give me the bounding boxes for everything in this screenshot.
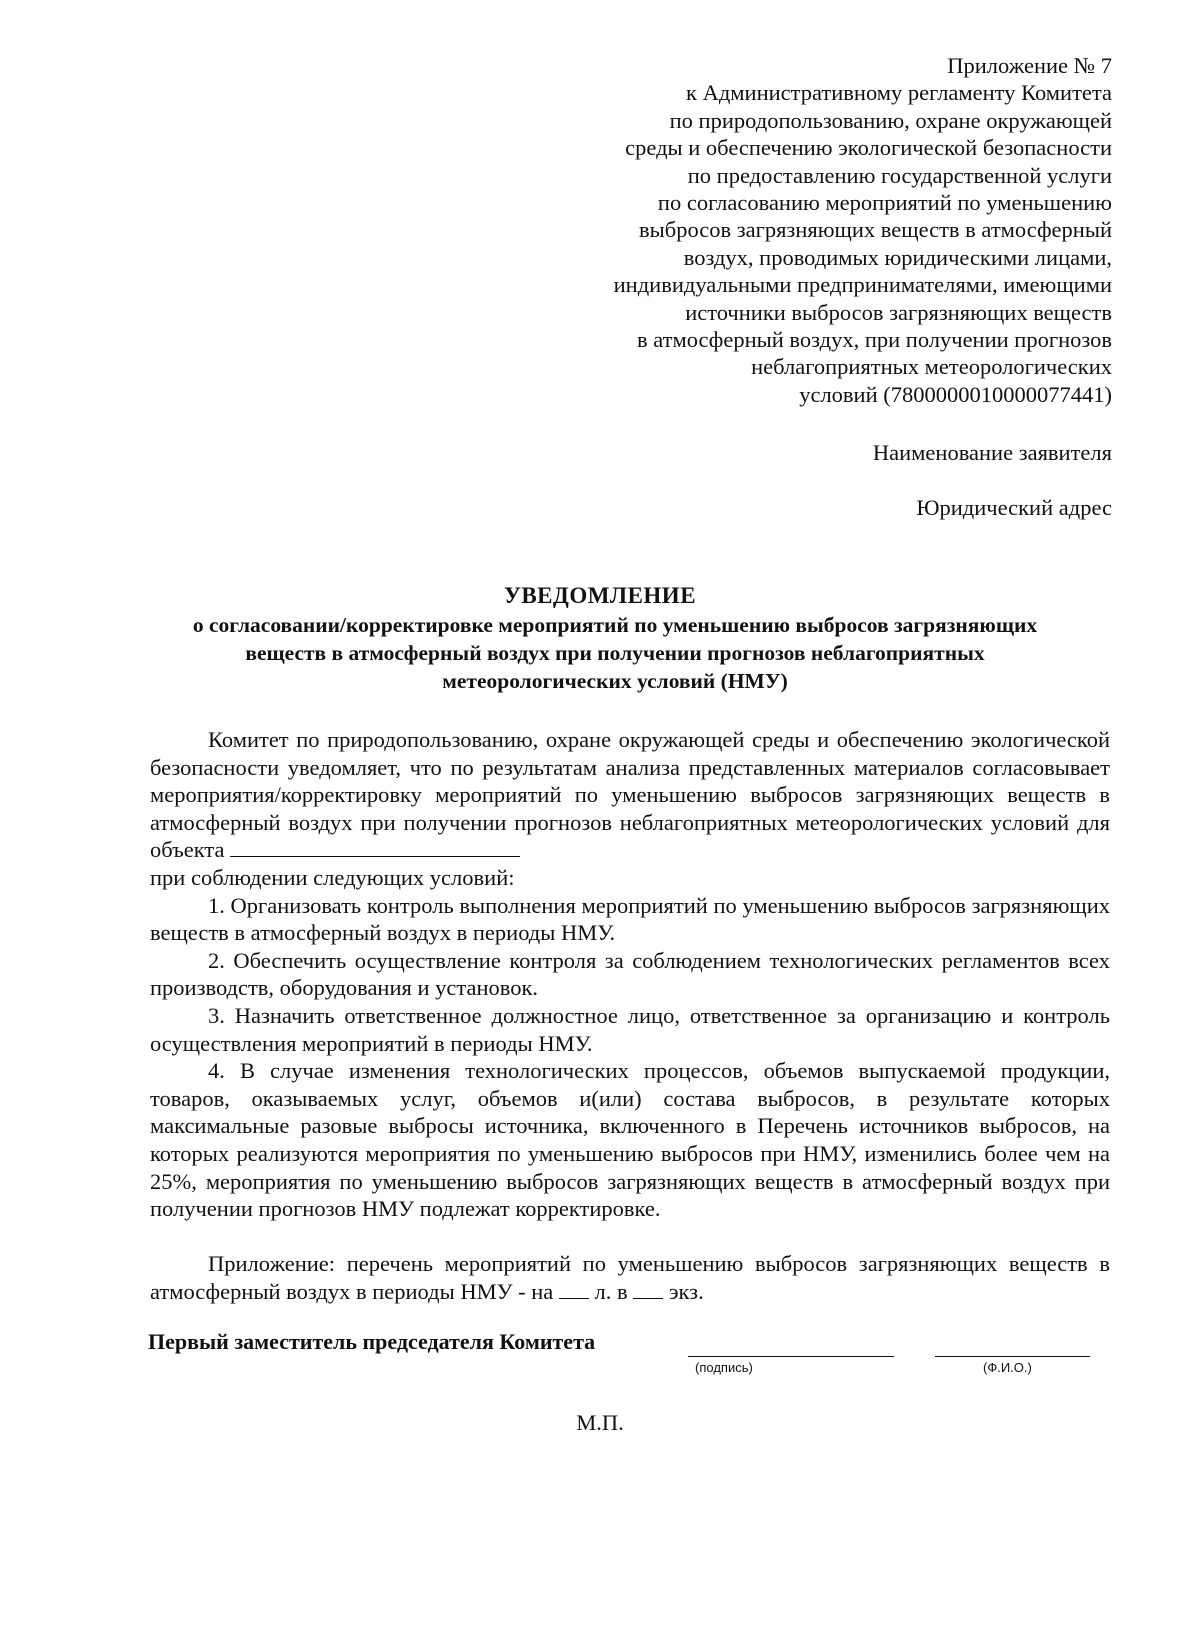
header-line: среды и обеспечению экологической безопасности	[625, 135, 1112, 161]
header-line: индивидуальными предпринимателями, имеющими	[613, 272, 1112, 298]
condition-item: 2. Обеспечить осуществление контроля за соблюдением технологических регламентов всех производств, оборудования и установок.	[150, 947, 1110, 1001]
attachment-note	[150, 1250, 1110, 1305]
copies-blank-field	[633, 1282, 663, 1299]
document-title: УВЕДОМЛЕНИЕ	[503, 583, 697, 608]
intro-text: Комитет по природопользованию, охране окружающей среды и обеспечению экологической безопасности уведомляет, что по результатам анализа представленных материалов согласовывает мероприятия/корректировку мероприятий по уменьшению выбросов загрязняющих веществ в атмосферный воздух при получении прогнозов неблагоприятных метеорологических условий для объекта	[150, 727, 1110, 863]
header-line: по согласованию мероприятий по уменьшению	[657, 190, 1112, 216]
sheets-blank-field	[559, 1282, 589, 1299]
header-line: Приложение № 7	[947, 53, 1112, 78]
notice-body	[150, 726, 1110, 1223]
header-line: источники выбросов загрязняющих веществ	[685, 299, 1112, 325]
stamp-place: М.П.	[576, 1410, 624, 1435]
attachment-text: Приложение: перечень мероприятий по уменьшению выбросов загрязняющих веществ в атмосферный воздух в периоды НМУ - на	[150, 1251, 1110, 1304]
object-blank-field	[230, 838, 520, 857]
applicant-name: Наименование заявителя	[872, 440, 1112, 465]
condition-item: 3. Назначить ответственное должностное лицо, ответственное за организацию и контроль осуществления мероприятий в периоды НМУ.	[150, 1002, 1110, 1056]
conditions-lead: при соблюдении следующих условий:	[150, 864, 515, 890]
signature-caption: (подпись)	[695, 1360, 753, 1375]
signature-line	[688, 1356, 894, 1357]
header-line: к Административному регламенту Комитета	[686, 80, 1112, 106]
header-line: неблагоприятных метеорологических	[751, 354, 1112, 380]
header-line: по предоставлению государственной услуги	[687, 162, 1112, 188]
intro-paragraph	[150, 726, 1110, 864]
header-line: по природопользованию, охране окружающей	[669, 107, 1112, 133]
header-line: выбросов загрязняющих веществ в атмосферный	[639, 217, 1112, 243]
fio-line	[935, 1356, 1090, 1357]
signer-position: Первый заместитель председателя Комитета	[148, 1329, 596, 1354]
condition-item: 4. В случае изменения технологических процессов, объемов выпускаемой продукции, товаров, оказываемых услуг, объемов и(или) состава выбросов, в результате которых максимальные разовые выбросы источника, включенного в Перечень источников выбросов, на которых реализуются мероприятия по уменьшению выбросов при НМУ, изменились более чем на 25%, мероприятия по уменьшению выбросов загрязняющих веществ в атмосферный воздух при получении прогнозов НМУ подлежат корректировке.	[150, 1058, 1110, 1222]
fio-caption: (Ф.И.О.)	[983, 1360, 1032, 1375]
attachment-copies-label: экз.	[668, 1278, 704, 1304]
appendix-header	[492, 52, 1112, 408]
attachment-sheets-label: л. в	[594, 1278, 628, 1304]
document-subtitle: о согласовании/корректировке мероприятий по уменьшению выбросов загрязняющих веществ в атмосферный воздух при получении прогнозов неблагоприятных метеорологических условий (НМУ)	[192, 613, 1038, 693]
legal-address: Юридический адрес	[916, 495, 1112, 520]
condition-item: 1. Организовать контроль выполнения мероприятий по уменьшению выбросов загрязняющих веществ в атмосферный воздух в периоды НМУ.	[150, 892, 1110, 946]
header-line: условий (7800000010000077441)	[799, 381, 1112, 407]
header-line: в атмосферный воздух, при получении прогнозов	[636, 327, 1112, 353]
header-line: воздух, проводимых юридическими лицами,	[683, 244, 1112, 270]
